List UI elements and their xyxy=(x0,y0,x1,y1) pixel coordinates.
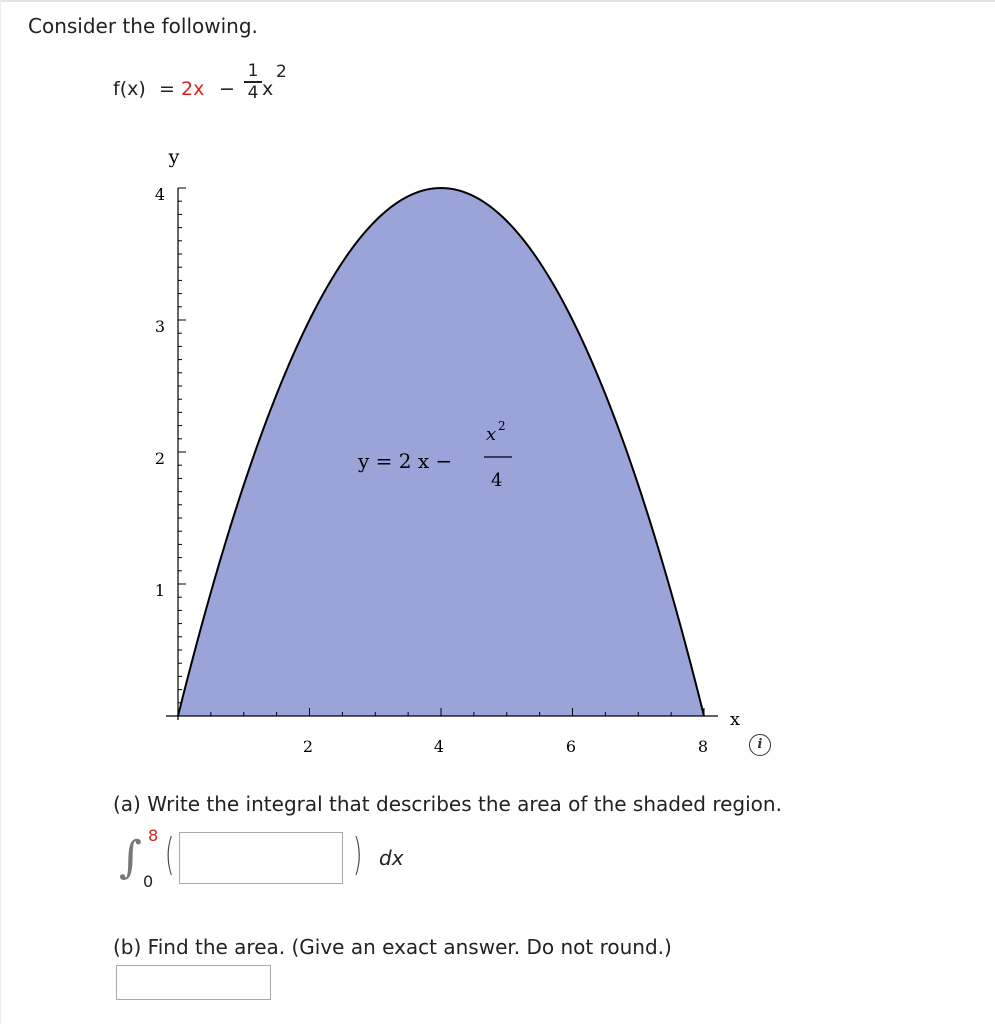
area-answer-input[interactable] xyxy=(116,965,271,1000)
equation-lhs: y = 2 x − xyxy=(358,449,453,473)
fraction-denominator: 4 xyxy=(247,82,259,103)
function-minus: − xyxy=(219,78,235,100)
equation-denominator: 4 xyxy=(491,470,503,491)
prompt-text: Consider the following. xyxy=(28,14,258,38)
x-tick-label: 8 xyxy=(697,737,709,756)
equation-numerator-exponent: 2 xyxy=(498,419,506,433)
function-variable: x xyxy=(262,78,274,100)
function-exponent: 2 xyxy=(276,62,287,82)
equation-numerator: x xyxy=(486,424,497,445)
x-tick-label: 2 xyxy=(302,737,314,756)
x-axis-label: x xyxy=(729,709,741,730)
y-tick-label: 2 xyxy=(154,449,166,468)
integral-upper-limit: 8 xyxy=(148,826,159,845)
y-tick-label: 1 xyxy=(154,581,166,600)
x-tick-label: 6 xyxy=(565,737,577,756)
right-parenthesis: ) xyxy=(352,829,363,880)
y-tick-label: 4 xyxy=(154,185,166,204)
integrand-input[interactable] xyxy=(179,832,343,884)
y-axis-label: y xyxy=(168,146,180,168)
function-lhs: f(x) xyxy=(113,78,146,100)
part-a-question: (a) Write the integral that describes the area of the shaded region. xyxy=(113,792,782,816)
x-tick-label: 4 xyxy=(433,737,445,756)
integral-expression xyxy=(117,826,437,896)
function-term-2x: 2x xyxy=(181,78,205,100)
differential-dx: dx xyxy=(379,846,404,870)
info-icon[interactable]: i xyxy=(749,734,771,756)
function-equals: = xyxy=(159,78,175,100)
integral-lower-limit: 0 xyxy=(143,872,154,891)
fraction-numerator: 1 xyxy=(247,61,259,81)
integral-sign: ∫ xyxy=(119,832,142,883)
y-tick-label: 3 xyxy=(154,317,166,336)
part-b-question: (b) Find the area. (Give an exact answer. Do not round.) xyxy=(113,935,672,959)
left-parenthesis: ( xyxy=(164,829,175,880)
